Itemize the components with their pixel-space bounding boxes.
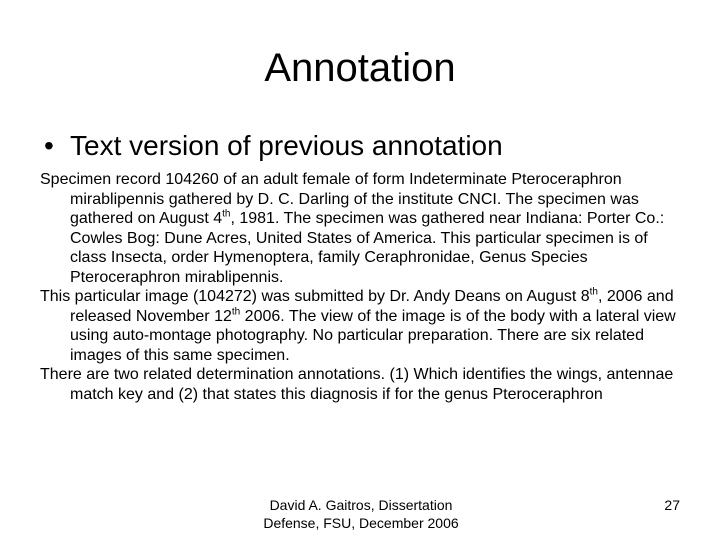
slide-footer	[246, 496, 476, 532]
footer-line-2: Defense, FSU, December 2006	[263, 515, 459, 531]
image-paragraph	[40, 287, 685, 365]
bullet-item	[44, 128, 694, 164]
determination-paragraph: There are two related determination annotations. (1) Which identifies the wings, antennae match key and (2) that states this diagnosis if for the genus Pteroceraphron	[40, 366, 674, 403]
image-superscript-1: th	[589, 286, 598, 298]
bullet-text: Text version of previous annotation	[70, 130, 503, 161]
bullet-symbol: •	[44, 130, 54, 161]
image-text-1: This particular image (104272) was submitted by Dr. Andy Deans on August 8	[40, 288, 590, 305]
image-text-3: 2006. The view of the image is of the body with a lateral view using auto-montage photography. No particular preparation. There are six related images of this same specimen.	[70, 307, 676, 364]
footer-line-1: David A. Gaitros, Dissertation	[269, 497, 453, 513]
page-number: 27	[664, 497, 680, 513]
specimen-paragraph	[40, 170, 685, 287]
specimen-text-2: , 1981. The specimen was gathered near Indiana: Porter Co.: Cowles Bog: Dune Acres, United States of America. This particular specimen is of class Insecta, order Hymenoptera, family Ceraphronidae, Genus Species Pteroceraphron mirablipennis.	[70, 210, 665, 286]
slide-title: Annotation	[264, 46, 456, 90]
image-superscript-2: th	[231, 306, 241, 318]
specimen-text-1: Specimen record 104260 of an adult female of form Indeterminate Pteroceraphron mirablipennis gathered by D. C. Darling of the institute CNCI. The specimen was gathered on August 4	[40, 171, 639, 227]
annotation-body	[40, 170, 685, 404]
specimen-superscript: th	[222, 208, 231, 220]
image-text-2: , 2006 and released November 12	[70, 288, 674, 325]
